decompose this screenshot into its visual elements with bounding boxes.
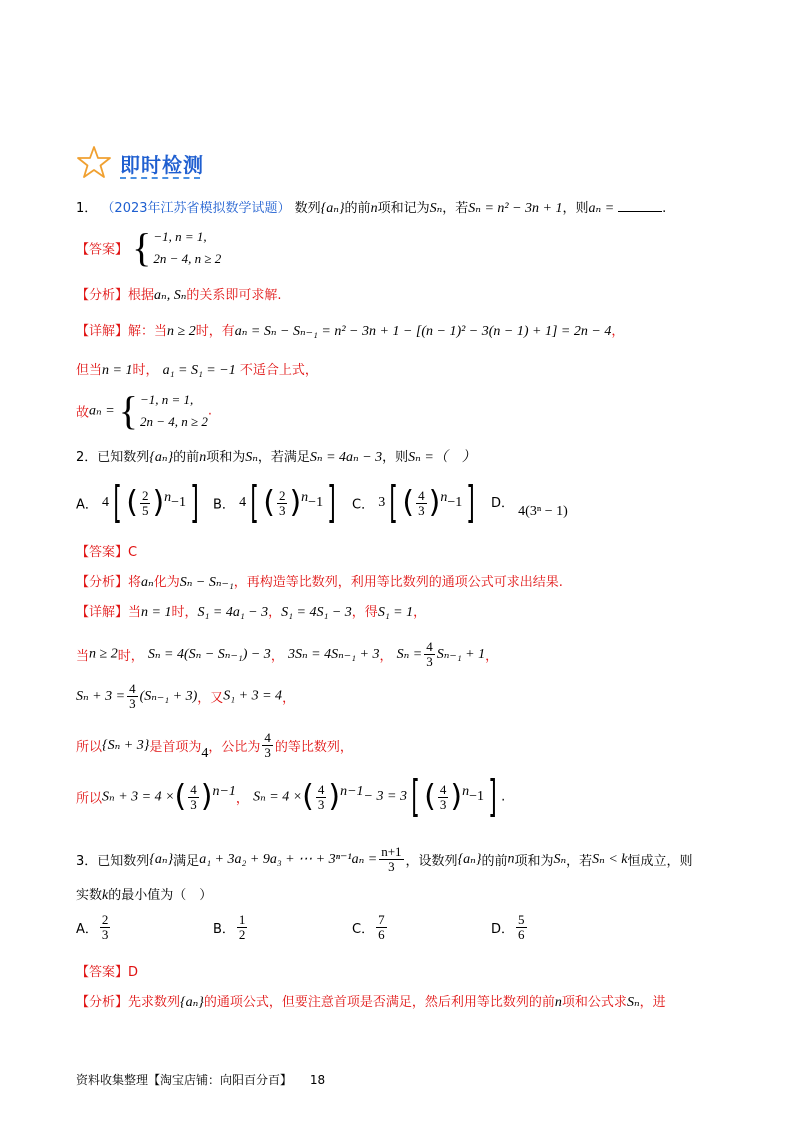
analysis-tag: 【分析】 <box>76 288 129 303</box>
exponent: n−1 <box>340 784 364 800</box>
formula: Sₙ = 4aₙ − 3 <box>309 450 383 465</box>
option-label: D． <box>491 922 515 937</box>
formula: aₙ, Sₙ <box>154 288 187 303</box>
denominator: 3 <box>278 502 286 518</box>
bracket: [ <box>389 477 399 528</box>
formula: Sₙ + 3 = 4 × <box>102 789 175 805</box>
denominator: 2 <box>238 927 246 942</box>
option-a[interactable] <box>76 913 112 942</box>
bracket: ] <box>327 477 336 528</box>
question-number: 3． <box>76 854 98 869</box>
analysis-tag: 【分析】 <box>76 575 129 590</box>
formula: Sₙ = <box>396 647 423 662</box>
formula: Sₙ₋₁ + 1 <box>436 647 486 662</box>
answer-value: C <box>128 545 138 560</box>
coef: 4 <box>102 495 110 510</box>
detail-text: ， <box>268 605 282 620</box>
var-k: k <box>102 888 109 903</box>
detail-text: 时，有 <box>195 324 235 339</box>
formula: n ≥ 2 <box>89 646 118 662</box>
detail-2-line5: 所以Sₙ + 3 = 4 ×( $\frac{4}{3}$ )$^{n-1}$， Sₙ = 4 ×( $\frac{4}{3}$ )$^{n-1}$− 3 = 3[ ( $\frac{4}{3}$ )$^n$−1] . <box>76 771 506 822</box>
detail-text: 所以 <box>76 740 103 755</box>
question-text: 已知数列 <box>97 854 150 869</box>
section-title: 即时检测 <box>120 153 204 177</box>
footer-text: 资料收集整理【淘宝店铺：向阳百分百】 <box>76 1073 293 1087</box>
denominator: 3 <box>426 654 433 669</box>
analysis-text: 的关系即可求解. <box>186 288 282 303</box>
denominator: 3 <box>439 796 447 812</box>
denominator: 3 <box>317 796 325 812</box>
analysis-text: ，再构造等比数列，利用等比数列的通项公式可求出结果. <box>233 575 563 590</box>
option-c[interactable] <box>352 913 389 942</box>
formula: Sₙ = n² − 3n + 1 <box>468 201 563 216</box>
question-text: 项和为 <box>206 450 246 465</box>
denominator: 3 <box>388 859 395 874</box>
numerator: n+1 <box>381 844 402 859</box>
numerator: 1 <box>238 912 246 927</box>
var-sn: Sₙ <box>245 450 258 465</box>
numerator: 4 <box>317 781 325 797</box>
question-number: 1． <box>76 201 98 216</box>
option-label: B． <box>213 497 235 513</box>
piecewise: { −1, n = 1, 2n − 4, n ≥ 2 <box>118 388 208 433</box>
analysis-text: ，进 <box>639 995 666 1010</box>
var-sn: Sₙ <box>553 852 567 867</box>
question-text: ，设数列 <box>405 854 458 869</box>
answer-tag: 【答案】 <box>76 242 129 258</box>
numerator: 4 <box>264 730 271 745</box>
question-text: 项和为 <box>514 854 554 869</box>
bracket: [ <box>113 477 122 528</box>
analysis-text: 根据 <box>128 288 155 303</box>
formula: −1 <box>469 789 484 804</box>
footer <box>76 1071 325 1088</box>
detail-text: ， <box>611 324 625 339</box>
option-label: A． <box>76 922 98 937</box>
var-n: n <box>199 450 207 465</box>
page-number: 18 <box>309 1073 326 1087</box>
question-number: 2． <box>76 450 98 465</box>
analysis-text: 项和公式求 <box>561 995 627 1010</box>
bracket: [ <box>250 477 259 528</box>
denominator: 3 <box>101 927 109 942</box>
detail-text: . <box>207 403 213 419</box>
sequence: {aₙ} <box>457 852 482 867</box>
detail-text: ，公比为 <box>208 740 261 755</box>
answer-blank <box>618 211 662 212</box>
sequence: {aₙ} <box>149 450 174 465</box>
formula: a₁ = S₁ = −1 <box>162 363 236 378</box>
option-d[interactable] <box>491 913 529 942</box>
formula: − 3 = 3 <box>363 789 407 804</box>
question-text: ，若 <box>566 854 593 869</box>
numerator: 5 <box>518 912 525 927</box>
formula: S₁ = 1 <box>377 605 414 620</box>
formula: Sₙ =（ ） <box>408 450 476 465</box>
option-label: D． <box>491 496 515 511</box>
tail: −1 <box>171 495 187 510</box>
option-label: C． <box>352 922 375 937</box>
detail-text: 时， <box>171 605 198 620</box>
answer-tag: 【答案】 <box>76 965 129 980</box>
analysis-1 <box>76 284 282 304</box>
case: 2n − 4, n ≥ 2 <box>139 414 208 429</box>
detail-text: 是首项为 <box>149 740 202 755</box>
detail-1-line3 <box>76 389 212 433</box>
option-d[interactable] <box>491 496 568 520</box>
analysis-2 <box>76 571 563 591</box>
var-n: n <box>370 201 378 216</box>
question-text: 的前 <box>173 450 200 465</box>
formula: n = 1 <box>102 363 133 378</box>
detail-text: 不适合上式， <box>239 363 318 378</box>
case: 2n − 4, n ≥ 2 <box>153 251 222 266</box>
numerator: 4 <box>426 639 433 654</box>
numerator: 2 <box>141 487 149 503</box>
question-text: ，则 <box>382 450 409 465</box>
formula: Sₙ − Sₙ₋₁ <box>179 575 234 590</box>
answer-2 <box>76 541 137 560</box>
option-label: A． <box>76 497 98 513</box>
option-label: C． <box>352 497 375 513</box>
question-text: 已知数列 <box>97 450 150 465</box>
tail: −1 <box>447 495 463 510</box>
detail-text: 所以 <box>76 791 103 807</box>
sequence: {aₙ} <box>180 995 204 1010</box>
numerator: 2 <box>278 487 286 503</box>
detail-text: ，又 <box>197 691 224 706</box>
piecewise: { −1, n = 1, 2n − 4, n ≥ 2 <box>132 225 222 270</box>
detail-text: 时， <box>117 649 144 664</box>
question-3-line2 <box>76 884 212 904</box>
detail-2-line4 <box>76 731 353 760</box>
question-text: 满足 <box>173 854 200 869</box>
analysis-text: 先求数列 <box>128 995 181 1010</box>
case: −1, n = 1, <box>139 392 194 407</box>
detail-text: 当 <box>76 649 90 664</box>
option-b[interactable] <box>213 913 249 942</box>
formula: Sₙ < k <box>592 852 628 867</box>
detail-text: 解：当 <box>128 324 168 339</box>
formula: 4 <box>201 746 209 761</box>
bracket: ] <box>466 477 476 528</box>
one: 1 <box>164 605 172 620</box>
denominator: 3 <box>418 502 425 518</box>
detail-text: ， <box>282 691 296 706</box>
formula: aₙ = <box>89 403 115 419</box>
var-n: n <box>141 605 149 620</box>
detail-text: ， <box>413 605 427 620</box>
option-c[interactable]: C． 3[ ( $\frac{4}{3}$ )$^n$−1] <box>352 477 476 528</box>
denominator: 6 <box>518 927 525 942</box>
detail-2 <box>76 601 426 621</box>
formula: (Sₙ₋₁ + 3) <box>139 689 198 704</box>
detail-1-line2 <box>76 359 318 379</box>
tail: −1 <box>308 495 324 510</box>
formula: Sₙ + 3 = <box>76 689 126 704</box>
exponent: n−1 <box>212 784 236 800</box>
question-1 <box>76 197 666 217</box>
analysis-text: 的通项公式，但要注意首项是否满足，然后利用等比数列的前 <box>203 995 555 1010</box>
numerator: 2 <box>101 912 109 927</box>
coef: 4 <box>239 495 247 510</box>
detail-tag: 【详解】 <box>76 324 129 339</box>
question-text: ，若满足 <box>257 450 310 465</box>
detail-text: 的等比数列， <box>274 740 353 755</box>
denominator: 6 <box>378 927 385 942</box>
question-text: 的最小值为（ ） <box>108 888 213 903</box>
question-text: ，若 <box>442 201 469 216</box>
denominator: 3 <box>264 745 271 760</box>
detail-2-line3 <box>76 682 295 711</box>
option-a[interactable]: A． 4[ ( $\frac{2}{5}$ )$^n$−1] <box>76 477 199 528</box>
question-text: 的前 <box>344 201 371 216</box>
question-text: 恒成立，则 <box>627 854 693 869</box>
detail-text: 故 <box>76 405 90 421</box>
exponent: n <box>462 784 470 800</box>
answer-3 <box>76 961 138 980</box>
denominator: 3 <box>129 696 136 711</box>
analysis-tag: 【分析】 <box>76 995 129 1010</box>
formula: 3Sₙ = 4Sₙ₋₁ + 3 <box>287 647 380 662</box>
coef: 3 <box>378 495 386 510</box>
answer-value: D <box>128 965 139 980</box>
analysis-text: 化为 <box>153 575 180 590</box>
formula: aₙ <box>141 575 154 590</box>
formula: a₁ + 3a₂ + 9a₃ + ⋯ + 3ⁿ⁻¹aₙ = <box>199 852 378 867</box>
numerator: 7 <box>378 912 385 927</box>
detail-text: 时， <box>132 363 159 378</box>
var-n: n <box>507 851 515 867</box>
detail-text: ， <box>485 649 499 664</box>
detail-text: 但当 <box>76 363 103 378</box>
option-value: 4(3ⁿ − 1) <box>518 504 568 519</box>
detail-text: ，得 <box>351 605 378 620</box>
analysis-3 <box>76 991 666 1011</box>
numerator: 4 <box>190 781 197 797</box>
question-text: ，则 <box>562 201 589 216</box>
answer-1 <box>76 226 221 270</box>
sequence: {aₙ} <box>149 852 174 867</box>
bracket: ] <box>190 477 199 528</box>
formula: Sₙ = 4 × <box>253 789 303 805</box>
formula: n = 1 <box>141 605 172 620</box>
question-source: （2023年江苏省模拟数学试题） <box>101 201 291 216</box>
formula: Sₙ = 4(Sₙ − Sₙ₋₁) − 3 <box>147 647 271 662</box>
var-sn: Sₙ <box>626 995 640 1010</box>
formula: S₁ = 4S₁ − 3 <box>281 605 352 620</box>
question-text: . <box>662 201 667 216</box>
denominator: 5 <box>141 502 149 518</box>
formula: aₙ = <box>588 201 615 216</box>
detail-text: ， <box>379 649 393 664</box>
formula: n ≥ 2 <box>167 324 196 339</box>
star-icon <box>76 145 112 179</box>
detail-text: ， <box>235 791 249 807</box>
formula: aₙ = Sₙ − Sₙ₋₁ = n² − 3n + 1 − [(n − 1)² − 3(n − 1) + 1] = 2n − 4 <box>234 324 612 339</box>
question-text: 实数 <box>76 888 103 903</box>
detail-2-line2 <box>76 640 498 669</box>
numerator: 4 <box>418 487 425 503</box>
formula: S₁ = 4a₁ − 3 <box>197 605 269 620</box>
formula: {Sₙ + 3} <box>102 738 150 753</box>
denominator: 3 <box>190 796 197 812</box>
formula: S₁ + 3 = 4 <box>223 688 283 704</box>
var-sn: Sₙ <box>429 201 443 216</box>
question-2 <box>76 446 476 466</box>
detail-text: 当 <box>128 605 142 620</box>
question-text: 项和记为 <box>377 201 430 216</box>
detail-1 <box>76 320 624 340</box>
var-n: n <box>554 995 562 1010</box>
numerator: 4 <box>129 681 136 696</box>
sequence: {aₙ} <box>320 201 345 216</box>
option-label: B． <box>213 922 235 937</box>
case: −1, n = 1, <box>153 229 207 244</box>
option-b[interactable]: B． 4[ ( $\frac{2}{3}$ )$^n$−1] <box>213 477 336 528</box>
title-underline <box>120 177 200 179</box>
question-text: 的前 <box>481 854 508 869</box>
answer-tag: 【答案】 <box>76 545 129 560</box>
numerator: 4 <box>439 781 447 797</box>
detail-text: ， <box>270 649 284 664</box>
detail-tag: 【详解】 <box>76 605 129 620</box>
question-3 <box>76 845 693 874</box>
analysis-text: 将 <box>128 575 142 590</box>
question-text: 数列 <box>294 201 321 216</box>
